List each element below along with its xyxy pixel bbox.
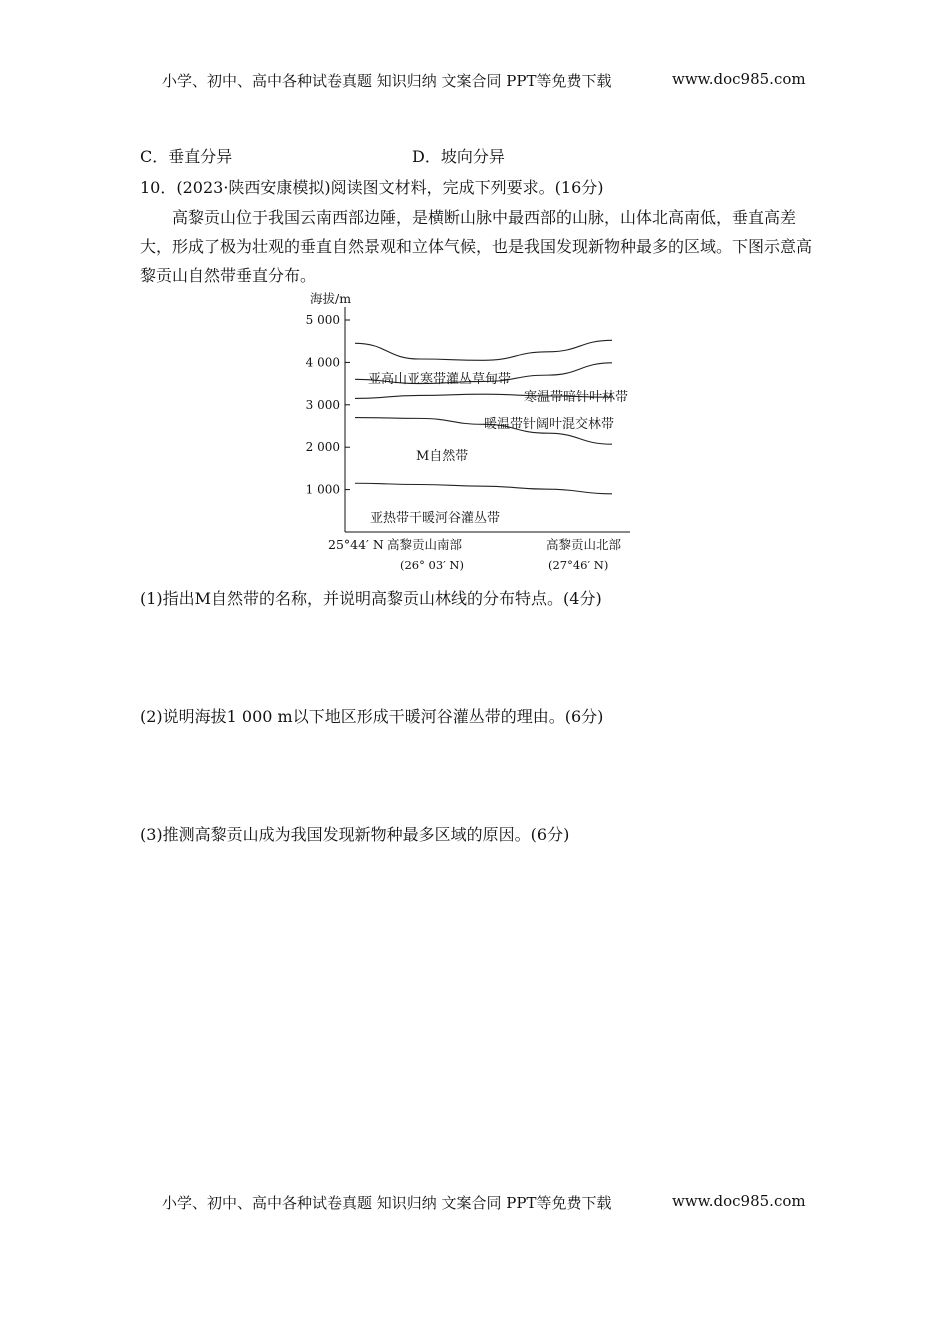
x-south-lat: (26° 03′ N) [400, 558, 464, 572]
y-tick-label: 3 000 [305, 397, 340, 412]
header-text: 小学、初中、高中各种试卷真题 知识归纳 文案合同 PPT等免费下载 [162, 72, 612, 90]
y-tick-label: 5 000 [305, 313, 340, 327]
x-north-label: 高黎贡山北部 [546, 537, 622, 552]
x-south-label: 高黎贡山南部 [387, 537, 463, 552]
boundary-line-bottom [355, 483, 612, 494]
y-tick-label: 1 000 [305, 482, 340, 497]
zone-label-m: M自然带 [416, 449, 469, 464]
zone-label-subalpine: 亚高山亚寒带灌丛草甸带 [368, 372, 512, 387]
boundary-line-top [355, 340, 612, 360]
zone-label-dark-conifer: 寒温带暗针叶林带 [524, 390, 629, 405]
question-material: 高黎贡山位于我国云南西部边陲，是横断山脉中最西部的山脉，山体北高南低，垂直高差大，形成了极为壮观的垂直自然景观和立体气候，也是我国发现新物种最多的区域。下图示意高黎贡山自然带垂直分布。 [140, 208, 813, 285]
sub-question-3: (3)推测高黎贡山成为我国发现新物种最多区域的原因。(6分) [140, 825, 570, 844]
y-tick-label: 4 000 [305, 355, 340, 370]
footer-text: 小学、初中、高中各种试卷真题 知识归纳 文案合同 PPT等免费下载 [162, 1194, 612, 1212]
y-tick-label: 2 000 [305, 440, 340, 455]
zone-label-subtropical: 亚热带干暖河谷灌丛带 [370, 511, 501, 526]
footer-url: www.doc985.com [672, 1192, 806, 1210]
altitude-zone-chart [290, 285, 650, 580]
option-c: C．垂直分异 [140, 147, 233, 166]
option-d: D．坡向分异 [412, 147, 505, 166]
question-stem: 10．(2023·陕西安康模拟)阅读图文材料，完成下列要求。(16分) [140, 178, 604, 197]
zone-label-mixed-forest: 暖温带针阔叶混交林带 [484, 417, 615, 432]
header-url: www.doc985.com [672, 70, 806, 88]
sub-question-2: (2)说明海拔1 000 m以下地区形成干暖河谷灌丛带的理由。(6分) [140, 707, 604, 726]
y-axis-label: 海拔/m [310, 291, 352, 306]
sub-question-1: (1)指出M自然带的名称，并说明高黎贡山林线的分布特点。(4分) [140, 589, 602, 608]
x-origin-label: 25°44′ N [328, 537, 384, 552]
x-north-lat: (27°46′ N) [548, 558, 609, 572]
